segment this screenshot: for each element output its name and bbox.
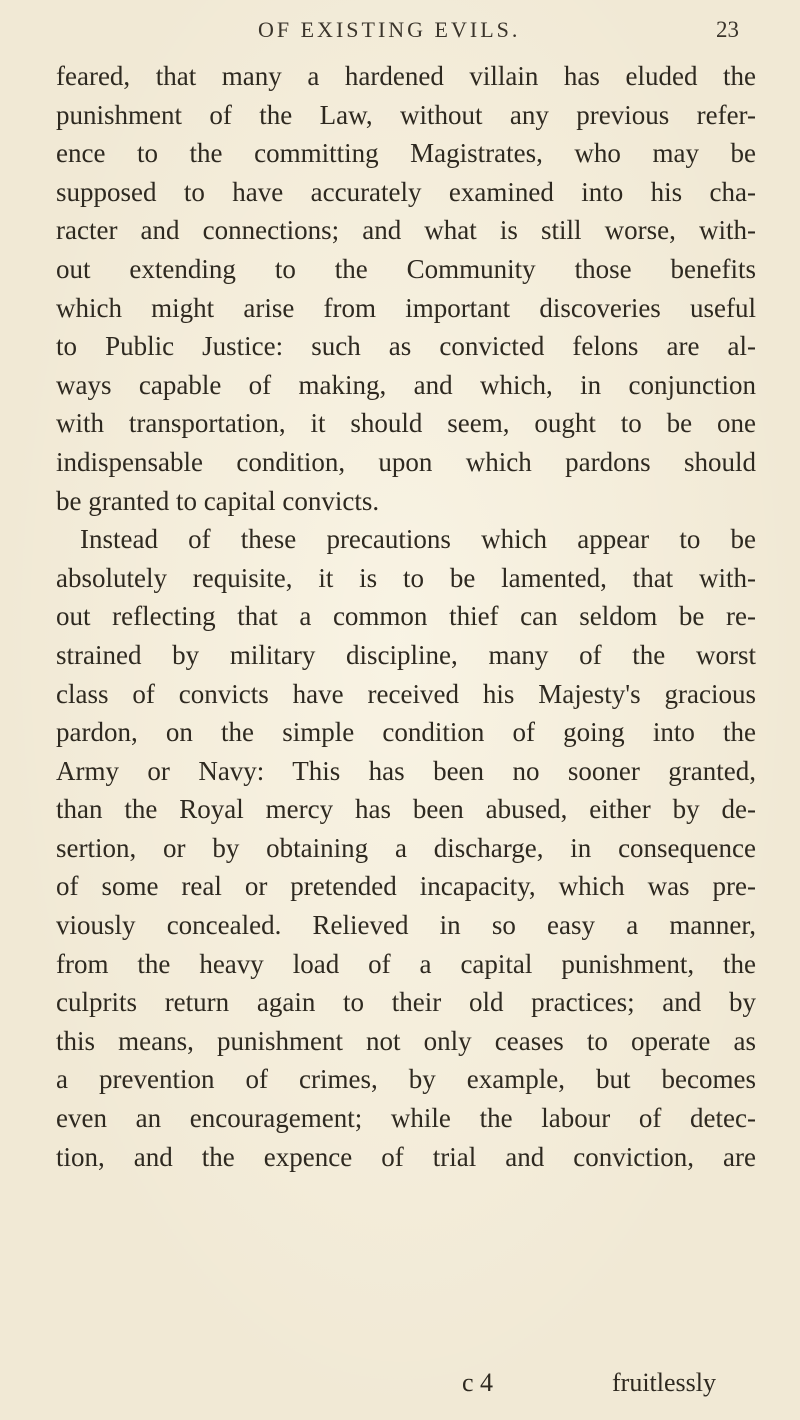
text-line: be granted to capital convicts. — [56, 485, 380, 516]
page-number: 23 — [716, 17, 739, 42]
text-line: racter and connections; and what is still worse, with- — [56, 215, 756, 246]
body-text — [56, 57, 756, 1176]
text-line: even an encouragement; while the labour of detec- — [56, 1103, 756, 1134]
running-head — [0, 10, 800, 50]
text-line: this means, punishment not only ceases to operate as — [56, 1025, 756, 1056]
text-line: to Public Justice: such as convicted felons are al- — [56, 331, 756, 362]
signature-mark: c 4 — [462, 1368, 494, 1397]
text-line: than the Royal mercy has been abused, either by de- — [56, 794, 756, 825]
text-line: ence to the committing Magistrates, who may be — [56, 138, 756, 169]
catchword: fruitlessly — [612, 1368, 716, 1397]
text-line: absolutely requisite, it is to be lamented, that with- — [56, 562, 756, 593]
text-line: culprits return again to their old practices; and by — [56, 987, 756, 1018]
text-line: tion, and the expence of trial and conviction, are — [56, 1141, 756, 1172]
running-title: OF EXISTING EVILS. — [258, 17, 521, 42]
paragraph-start-line: Instead of these precautions which appear to be — [80, 524, 756, 555]
text-line: a prevention of crimes, by example, but becomes — [56, 1064, 756, 1095]
text-line: feared, that many a hardened villain has eluded the — [56, 61, 756, 91]
text-line: punishment of the Law, without any previous refer- — [56, 99, 756, 130]
text-line: out reflecting that a common thief can seldom be re- — [56, 601, 756, 632]
page-footer — [0, 1363, 800, 1403]
text-line: class of convicts have received his Majesty's gracious — [56, 678, 756, 709]
text-line: from the heavy load of a capital punishment, the — [56, 948, 756, 979]
text-line: ways capable of making, and which, in conjunction — [56, 369, 756, 400]
text-line: of some real or pretended incapacity, which was pre- — [56, 871, 756, 902]
text-line: out extending to the Community those benefits — [56, 253, 756, 284]
text-line: Army or Navy: This has been no sooner granted, — [56, 755, 756, 786]
text-line: supposed to have accurately examined into his cha- — [56, 176, 756, 207]
text-line: viously concealed. Relieved in so easy a manner, — [56, 910, 756, 941]
text-line: strained by military discipline, many of the worst — [56, 639, 756, 670]
text-line: which might arise from important discoveries useful — [56, 292, 756, 323]
text-line: pardon, on the simple condition of going into the — [56, 717, 756, 748]
text-line: with transportation, it should seem, ought to be one — [56, 408, 756, 439]
text-line: indispensable condition, upon which pardons should — [56, 446, 756, 477]
text-line: sertion, or by obtaining a discharge, in consequence — [56, 832, 756, 863]
